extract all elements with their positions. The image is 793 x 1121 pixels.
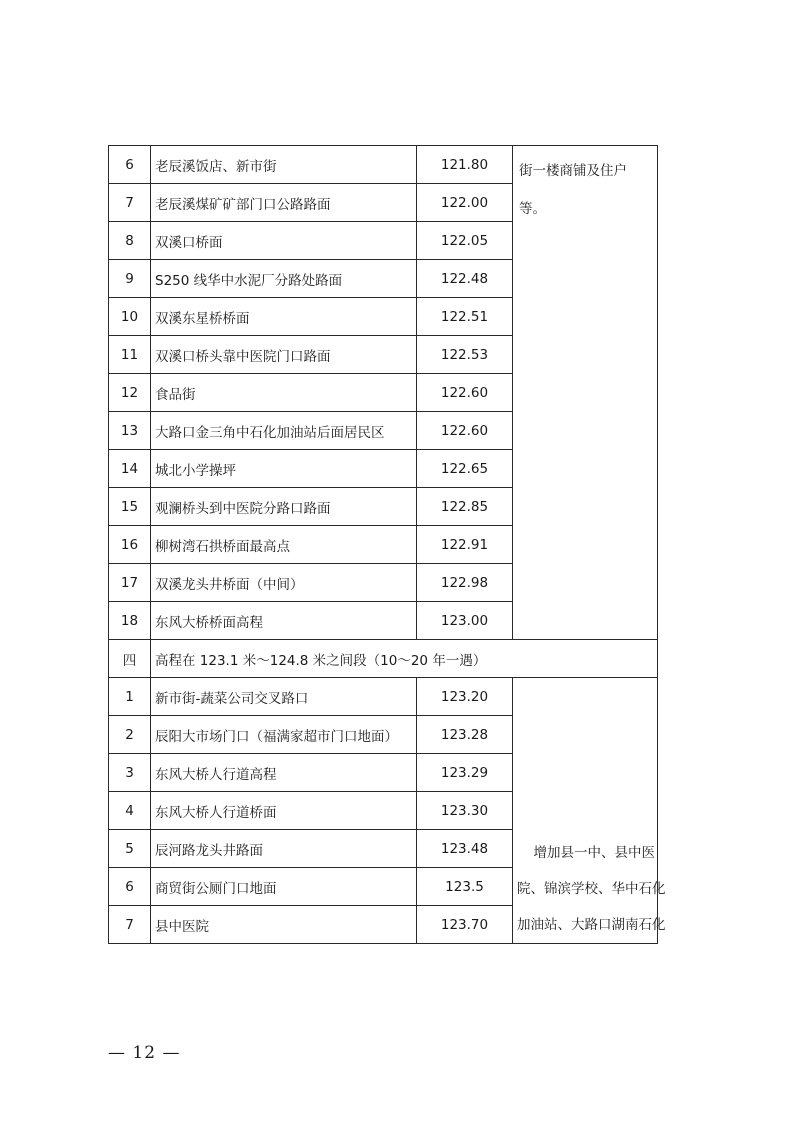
location-cell: 商贸街公厕门口地面 <box>151 868 417 906</box>
elevation-cell: 122.98 <box>417 564 513 602</box>
row-number: 10 <box>109 298 151 336</box>
row-number: 3 <box>109 754 151 792</box>
elevation-cell: 122.48 <box>417 260 513 298</box>
elevation-cell: 123.28 <box>417 716 513 754</box>
location-cell: 城北小学操坪 <box>151 450 417 488</box>
row-number: 13 <box>109 412 151 450</box>
row-number: 8 <box>109 222 151 260</box>
location-cell: 双溪口桥面 <box>151 222 417 260</box>
section-row-group <box>109 640 658 678</box>
row-number: 11 <box>109 336 151 374</box>
elevation-cell: 122.65 <box>417 450 513 488</box>
elevation-cell: 122.51 <box>417 298 513 336</box>
location-cell: 东风大桥桥面高程 <box>151 602 417 640</box>
table-body-lower <box>109 678 666 944</box>
table-row <box>109 146 658 184</box>
elevation-cell: 123.48 <box>417 830 513 868</box>
elevation-cell: 122.00 <box>417 184 513 222</box>
elevation-cell: 123.70 <box>417 906 513 944</box>
elevation-cell: 123.00 <box>417 602 513 640</box>
location-cell: 食品街 <box>151 374 417 412</box>
row-number: 12 <box>109 374 151 412</box>
row-number: 17 <box>109 564 151 602</box>
section-number: 四 <box>109 640 151 678</box>
location-cell: 东风大桥人行道桥面 <box>151 792 417 830</box>
elevation-cell: 122.53 <box>417 336 513 374</box>
row-number: 2 <box>109 716 151 754</box>
row-number: 15 <box>109 488 151 526</box>
location-cell: 双溪口桥头靠中医院门口路面 <box>151 336 417 374</box>
row-number: 18 <box>109 602 151 640</box>
elevation-cell: 122.05 <box>417 222 513 260</box>
row-number: 16 <box>109 526 151 564</box>
section-title: 高程在 123.1 米～124.8 米之间段（10～20 年一遇） <box>151 640 658 678</box>
location-cell: 新市街-蔬菜公司交叉路口 <box>151 678 417 716</box>
section-row <box>109 640 658 678</box>
location-cell: 老辰溪饭店、新市街 <box>151 146 417 184</box>
location-cell: 大路口金三角中石化加油站后面居民区 <box>151 412 417 450</box>
elevation-cell: 123.30 <box>417 792 513 830</box>
row-number: 14 <box>109 450 151 488</box>
location-cell: 双溪东星桥桥面 <box>151 298 417 336</box>
elevation-cell: 123.5 <box>417 868 513 906</box>
row-number: 5 <box>109 830 151 868</box>
elevation-cell: 122.91 <box>417 526 513 564</box>
location-cell: 辰河路龙头井路面 <box>151 830 417 868</box>
elevation-cell: 123.20 <box>417 678 513 716</box>
elevation-cell: 122.60 <box>417 374 513 412</box>
row-number: 6 <box>109 868 151 906</box>
remarks-line: 加油站、大路口湖南石化 <box>517 917 666 933</box>
location-cell: S250 线华中水泥厂分路处路面 <box>151 260 417 298</box>
elevation-cell: 123.29 <box>417 754 513 792</box>
remarks-cell: 街一楼商铺及住户等。 <box>513 146 658 640</box>
location-cell: 观澜桥头到中医院分路口路面 <box>151 488 417 526</box>
table-row <box>109 678 658 716</box>
remarks-cell <box>513 678 666 944</box>
elevation-cell: 122.85 <box>417 488 513 526</box>
row-number: 9 <box>109 260 151 298</box>
row-number: 1 <box>109 678 151 716</box>
location-cell: 县中医院 <box>151 906 417 944</box>
elevation-cell: 121.80 <box>417 146 513 184</box>
row-number: 6 <box>109 146 151 184</box>
remarks-line: 院、锦滨学校、华中石化 <box>517 881 666 897</box>
table-body-upper <box>109 146 658 640</box>
remarks-line: 增加县一中、县中医 <box>533 845 655 861</box>
page-number: — 12 — <box>108 1043 181 1063</box>
location-cell: 辰阳大市场门口（福满家超市门口地面） <box>151 716 417 754</box>
elevation-table <box>108 145 666 944</box>
location-cell: 双溪龙头井桥面（中间） <box>151 564 417 602</box>
location-cell: 东风大桥人行道高程 <box>151 754 417 792</box>
row-number: 7 <box>109 906 151 944</box>
row-number: 7 <box>109 184 151 222</box>
location-cell: 柳树湾石拱桥面最高点 <box>151 526 417 564</box>
elevation-cell: 122.60 <box>417 412 513 450</box>
location-cell: 老辰溪煤矿矿部门口公路路面 <box>151 184 417 222</box>
row-number: 4 <box>109 792 151 830</box>
